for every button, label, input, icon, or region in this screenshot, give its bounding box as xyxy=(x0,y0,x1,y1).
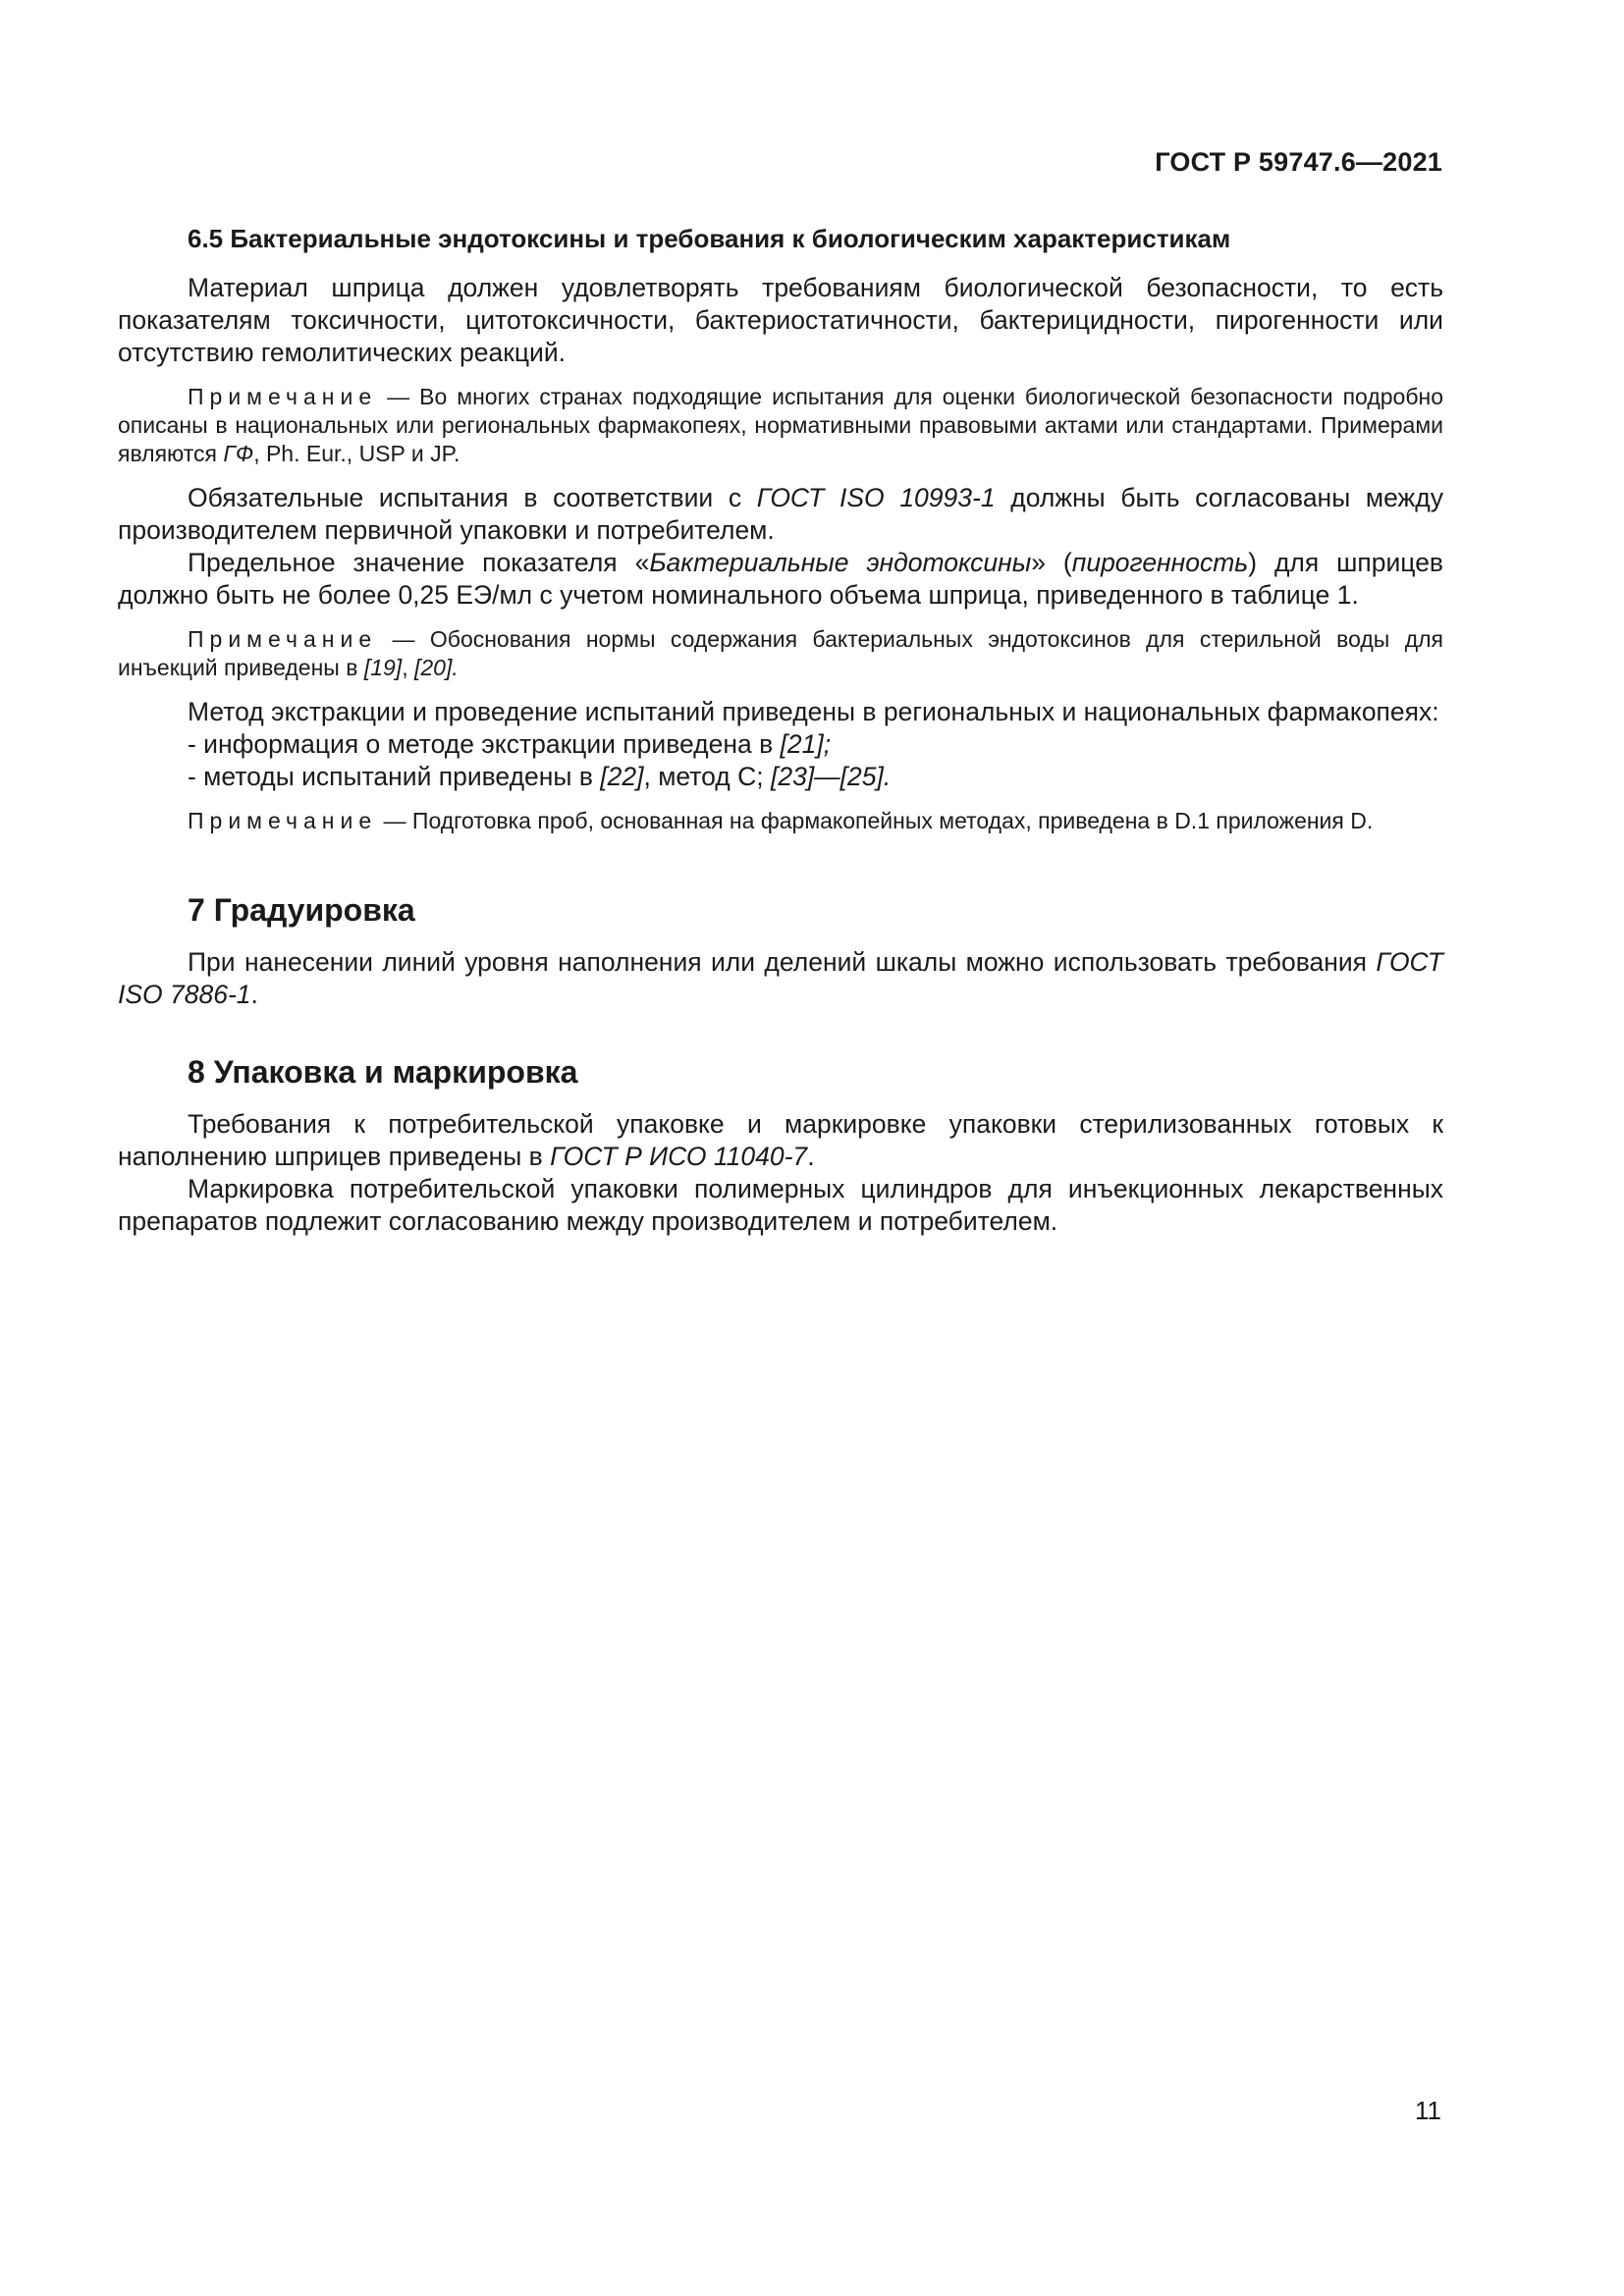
paragraph-biological-safety: Материал шприца должен удовлетворять требованиям биологической безопасности, то есть показателям токсичности, цитотоксичности, бактериостатичности, бактерицидности, пирогенности или отсутствию гемолитических реакций. xyxy=(118,273,1443,367)
paragraph-extraction-method: Метод экстракции и проведение испытаний приведены в региональных и национальных фармакопеях: xyxy=(188,697,1439,726)
paragraph-mandatory-tests: Обязательные испытания в соответствии с ГОСТ ISO 10993-1 должны быть согласованы между производителем первичной упаковки и потребителем. xyxy=(118,483,1443,545)
list-item: - методы испытаний приведены в [22], метод С; [23]—[25]. xyxy=(188,762,892,791)
section-heading-7: 7 Градуировка xyxy=(188,892,415,928)
subsection-heading-6-5: 6.5 Бактериальные эндотоксины и требования к биологическим характеристикам xyxy=(188,224,1231,253)
note-endotoxin-rationale: Примечание — Обоснования нормы содержания бактериальных эндотоксинов для стерильной воды для инъекций приведены в [19], [20]. xyxy=(118,626,1443,680)
document-body xyxy=(118,224,1443,1238)
paragraph-packaging-requirements: Требования к потребительской упаковке и маркировке упаковки стерилизованных готовых к наполнению шприцев приведены в ГОСТ Р ИСО 11040-7. xyxy=(118,1109,1443,1171)
note-sample-preparation: Примечание — Подготовка проб, основанная на фармакопейных методах, приведена в D.1 приложения D. xyxy=(188,808,1374,833)
paragraph-cylinder-marking: Маркировка потребительской упаковки полимерных цилиндров для инъекционных лекарственных препаратов подлежит согласованию между производителем и потребителем. xyxy=(118,1174,1443,1236)
note-label: Примечание xyxy=(188,626,378,652)
page-number: 11 xyxy=(1415,2096,1441,2125)
note-biological-tests: Примечание — Во многих странах подходящие испытания для оценки биологической безопасности подробно описаны в национальных или региональных фармакопеях, нормативными правовыми актами или стандартами. Примерами являются ГФ, Ph. Eur., USP и JP. xyxy=(118,384,1443,466)
paragraph-graduation: При нанесении линий уровня наполнения или делений шкалы можно использовать требования ГОСТ ISO 7886-1. xyxy=(118,947,1443,1009)
note-label: Примечание xyxy=(188,808,378,833)
paragraph-endotoxin-limit: Предельное значение показателя «Бактериальные эндотоксины» (пирогенность) для шприцев должно быть не более 0,25 ЕЭ/мл с учетом номинального объема шприца, приведенного в таблице 1. xyxy=(118,548,1444,610)
document-id-header: ГОСТ Р 59747.6—2021 xyxy=(1155,147,1442,177)
list-item: - информация о методе экстракции приведена в [21]; xyxy=(188,729,832,759)
reference-gost-r-iso-11040-7: ГОСТ Р ИСО 11040-7 xyxy=(550,1142,808,1171)
reference-gost-iso-10993-1: ГОСТ ISO 10993-1 xyxy=(756,483,996,512)
note-label: Примечание xyxy=(188,384,378,409)
section-heading-8: 8 Упаковка и маркировка xyxy=(188,1054,578,1090)
reference-gost-iso-7886-1: ГОСТ ISO 7886-1 xyxy=(118,947,1443,1009)
